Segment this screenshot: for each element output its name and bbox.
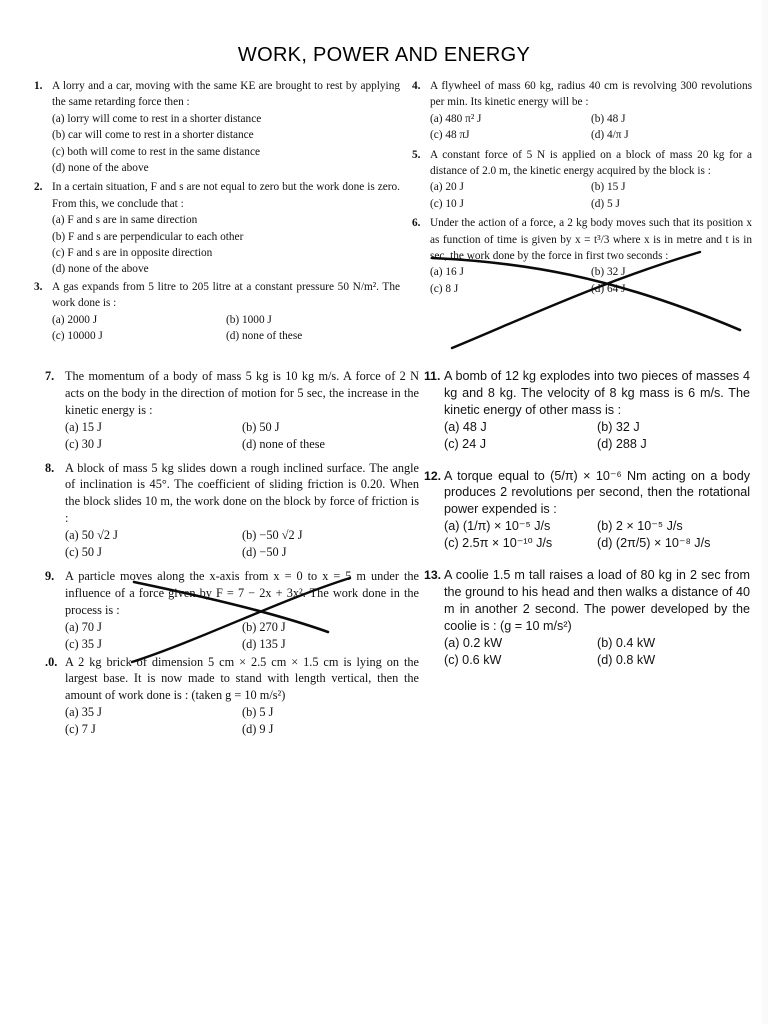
column-top-right: [412, 78, 752, 298]
option: (b) 32 J: [597, 419, 640, 434]
option: (b) 1000 J: [226, 313, 272, 326]
option: (b) 5 J: [242, 705, 274, 720]
option: (d) none of the above: [52, 162, 149, 175]
question-text: A torque equal to (5/π) × 10⁻⁶ Nm acting on a body produces 2 revolutions per second, then the rotational power expended is :: [444, 468, 750, 517]
options-grid: [424, 419, 750, 453]
question-number: .0.: [45, 654, 58, 669]
option: (b) 2 × 10⁻⁵ J/s: [597, 519, 683, 534]
option: (c) 2.5π × 10⁻¹⁰ J/s: [444, 536, 553, 551]
option: (c) F and s are in opposite direction: [52, 247, 213, 260]
question-number: 11.: [424, 369, 441, 383]
option: (d) 135 J: [242, 636, 286, 651]
option: (a) 48 J: [444, 419, 487, 434]
question-8: [45, 460, 419, 561]
question-number: 1.: [34, 80, 43, 92]
option: (d) −50 J: [242, 545, 287, 560]
option: (a) 16 J: [430, 266, 464, 279]
option: (b) F and s are perpendicular to each other: [52, 230, 244, 243]
option: (c) 8 J: [430, 282, 459, 295]
options-grid: [412, 111, 752, 144]
option: (a) 15 J: [65, 419, 102, 434]
question-4: [412, 78, 752, 144]
column-top-left: [34, 78, 400, 346]
option: (a) 480 π² J: [430, 112, 482, 125]
question-text: A gas expands from 5 litre to 205 litre at a constant pressure 50 N/m². The work done is :: [52, 280, 400, 310]
column-bottom-right: [424, 368, 750, 670]
question-number: 13.: [424, 568, 442, 583]
option: (b) −50 √2 J: [242, 528, 303, 543]
option: (d) 4/π J: [591, 129, 629, 142]
option: (d) 0.8 kW: [597, 652, 656, 667]
question-11: [424, 368, 750, 453]
options-grid: [45, 527, 419, 561]
option: (d) 5 J: [591, 197, 620, 210]
page-title: WORK, POWER AND ENERGY: [237, 44, 531, 66]
option: (b) 15 J: [591, 181, 626, 194]
option: (c) both will come to rest in the same distance: [52, 145, 260, 158]
scan-edge-shadow: [762, 0, 768, 1024]
question-number: 5.: [412, 148, 421, 161]
question-text: A lorry and a car, moving with the same KE are brought to rest by applying the same retarding force then :: [52, 80, 400, 109]
question-number: 6.: [412, 217, 421, 230]
option: (d) 9 J: [242, 722, 274, 737]
option: (b) 0.4 kW: [597, 635, 656, 650]
options-grid: [45, 619, 419, 653]
option: (b) 32 J: [591, 266, 626, 279]
option: (a) (1/π) × 10⁻⁵ J/s: [444, 519, 551, 534]
question-13: [424, 567, 750, 668]
question-number: 12.: [424, 468, 442, 483]
question-text: A block of mass 5 kg slides down a rough inclined surface. The angle of inclination is 45°. The coefficient of sliding friction is 0.20. When the block slides 10 m, the work done on the block by force of friction is :: [65, 460, 419, 526]
question-text: A coolie 1.5 m tall raises a load of 80 kg in 2 sec from the ground to his head and then walks a distance of 40 m in another 2 second. The power developed by the coolie is : (g = 10 m/s²): [444, 568, 750, 633]
option: (a) 2000 J: [52, 313, 98, 326]
option: (b) car will come to rest in a shorter distance: [52, 129, 254, 142]
option: (c) 0.6 kW: [444, 652, 502, 667]
options-grid: [34, 312, 400, 345]
column-bottom-left: [45, 368, 419, 739]
question-number: 8.: [45, 460, 55, 475]
question-text: A constant force of 5 N is applied on a block of mass 20 kg for a distance of 2.0 m, the kinetic energy acquired by the block is :: [430, 148, 752, 178]
option: (b) 50 J: [242, 419, 280, 434]
options-grid: [45, 704, 419, 738]
option: (d) 288 J: [597, 436, 647, 451]
option: (a) 50 √2 J: [65, 528, 118, 543]
question-7: [45, 368, 419, 453]
question-text: Under the action of a force, a 2 kg body moves such that its position x as function of time is given by x = t³/3 where x is in metre and t is in sec, the work done by the force in first two seconds :: [430, 217, 752, 263]
option: (c) 24 J: [444, 436, 486, 451]
options-grid: [45, 419, 419, 453]
option: (a) 35 J: [65, 705, 102, 720]
option: (c) 10000 J: [52, 330, 103, 343]
option: (a) lorry will come to rest in a shorter distance: [52, 112, 262, 125]
option: (d) none of the above: [52, 263, 149, 276]
question-2: [34, 179, 400, 277]
option: (c) 10 J: [430, 197, 464, 210]
question-text: A particle moves along the x-axis from x = 0 to x = 5 m under the influence of a force given by F = 7 − 2x + 3x². The work done in the process is :: [65, 568, 419, 617]
question-3: [34, 279, 400, 345]
question-text: A bomb of 12 kg explodes into two pieces of masses 4 kg and 8 kg. The velocity of 8 kg mass is 6 m/s. The kinetic energy of other mass is :: [444, 369, 750, 417]
question-6: [412, 215, 752, 297]
question-12: [424, 468, 750, 553]
option: (d) none of these: [226, 330, 303, 343]
question-number: 4.: [412, 80, 421, 92]
option: (a) 70 J: [65, 619, 102, 634]
options-grid: [412, 264, 752, 297]
question-number: 3.: [34, 280, 43, 293]
option: (c) 35 J: [65, 636, 102, 651]
option: (a) F and s are in same direction: [52, 214, 198, 227]
question-number: 7.: [45, 369, 55, 383]
question-5: [412, 147, 752, 213]
option: (d) none of these: [242, 436, 325, 451]
option: (a) 0.2 kW: [444, 635, 503, 650]
options-grid: [424, 518, 750, 552]
options-grid: [424, 635, 750, 669]
question-text: In a certain situation, F and s are not equal to zero but the work done is zero. From this, we conclude that :: [52, 181, 400, 210]
question-10: [45, 654, 419, 739]
options-grid: [412, 179, 752, 212]
option: (c) 30 J: [65, 436, 102, 451]
question-text: A flywheel of mass 60 kg, radius 40 cm is revolving 300 revolutions per min. Its kinetic energy will be :: [430, 80, 752, 109]
option: (d) (2π/5) × 10⁻⁸ J/s: [597, 536, 711, 551]
option: (c) 50 J: [65, 545, 102, 560]
question-text: A 2 kg brick of dimension 5 cm × 2.5 cm × 1.5 cm is lying on the largest base. It is now made to stand with length vertical, then the amount of work done is : (taken g = 10 m/s²): [65, 654, 419, 703]
question-9: [45, 568, 419, 653]
option: (c) 7 J: [65, 722, 96, 737]
option: (b) 270 J: [242, 619, 286, 634]
option: (d) 64 J: [591, 282, 626, 295]
question-number: 2.: [34, 181, 43, 194]
question-1: [34, 78, 400, 176]
question-number: 9.: [45, 568, 55, 583]
option: (a) 20 J: [430, 181, 464, 194]
option: (b) 48 J: [591, 112, 626, 125]
question-text: The momentum of a body of mass 5 kg is 10 kg m/s. A force of 2 N acts on the body in the direction of motion for 5 sec, the increase in the kinetic energy is :: [65, 369, 419, 417]
option: (c) 48 πJ: [430, 129, 470, 142]
